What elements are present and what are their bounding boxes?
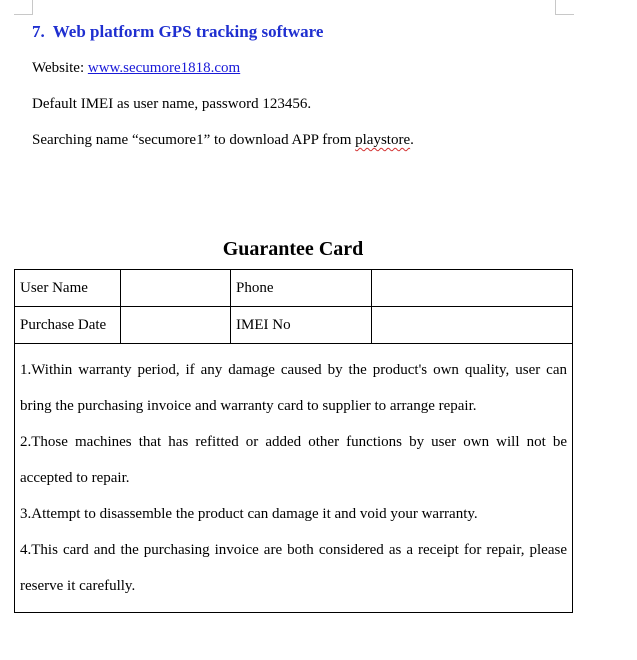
purchase-date-label: Purchase Date	[15, 307, 121, 344]
warranty-term-2: 2.Those machines that has refitted or added other functions by user own will not be accepted to repair.	[20, 434, 567, 486]
table-row-terms	[15, 344, 573, 613]
section-heading	[32, 22, 323, 42]
search-note-prefix: Searching name “secumore1” to download APP from	[32, 132, 356, 148]
warranty-term-3: 3.Attempt to disassemble the product can damage it and void your warranty.	[20, 506, 478, 522]
playstore-word: playstore	[355, 132, 411, 148]
section-title: Web platform GPS tracking software	[52, 22, 324, 41]
search-note-suffix: .	[410, 132, 414, 148]
website-label: Website:	[32, 60, 88, 76]
search-note	[32, 132, 414, 149]
website-line	[32, 60, 240, 77]
purchase-date-field[interactable]	[121, 307, 231, 344]
user-name-field[interactable]	[121, 270, 231, 307]
guarantee-card-title: Guarantee Card	[222, 238, 364, 260]
warranty-term-1: 1.Within warranty period, if any damage caused by the product's own quality, user can bring the purchasing invoice and warranty card to supplier to arrange repair.	[20, 362, 567, 414]
phone-field[interactable]	[372, 270, 573, 307]
table-row-user	[15, 270, 573, 307]
section-number: 7.	[32, 22, 45, 41]
phone-label: Phone	[231, 270, 372, 307]
login-note: Default IMEI as user name, password 123456.	[32, 96, 312, 112]
user-name-label: User Name	[15, 270, 121, 307]
page-corner-mark-right	[555, 0, 574, 15]
page-corner-mark-left	[14, 0, 33, 15]
warranty-terms	[15, 344, 573, 613]
guarantee-card-table	[14, 269, 573, 613]
imei-no-label: IMEI No	[231, 307, 372, 344]
table-row-purchase	[15, 307, 573, 344]
website-link[interactable]: www.secumore1818.com	[87, 60, 241, 76]
imei-no-field[interactable]	[372, 307, 573, 344]
warranty-term-4: 4.This card and the purchasing invoice are both considered as a receipt for repair, please reserve it carefully.	[20, 542, 567, 594]
